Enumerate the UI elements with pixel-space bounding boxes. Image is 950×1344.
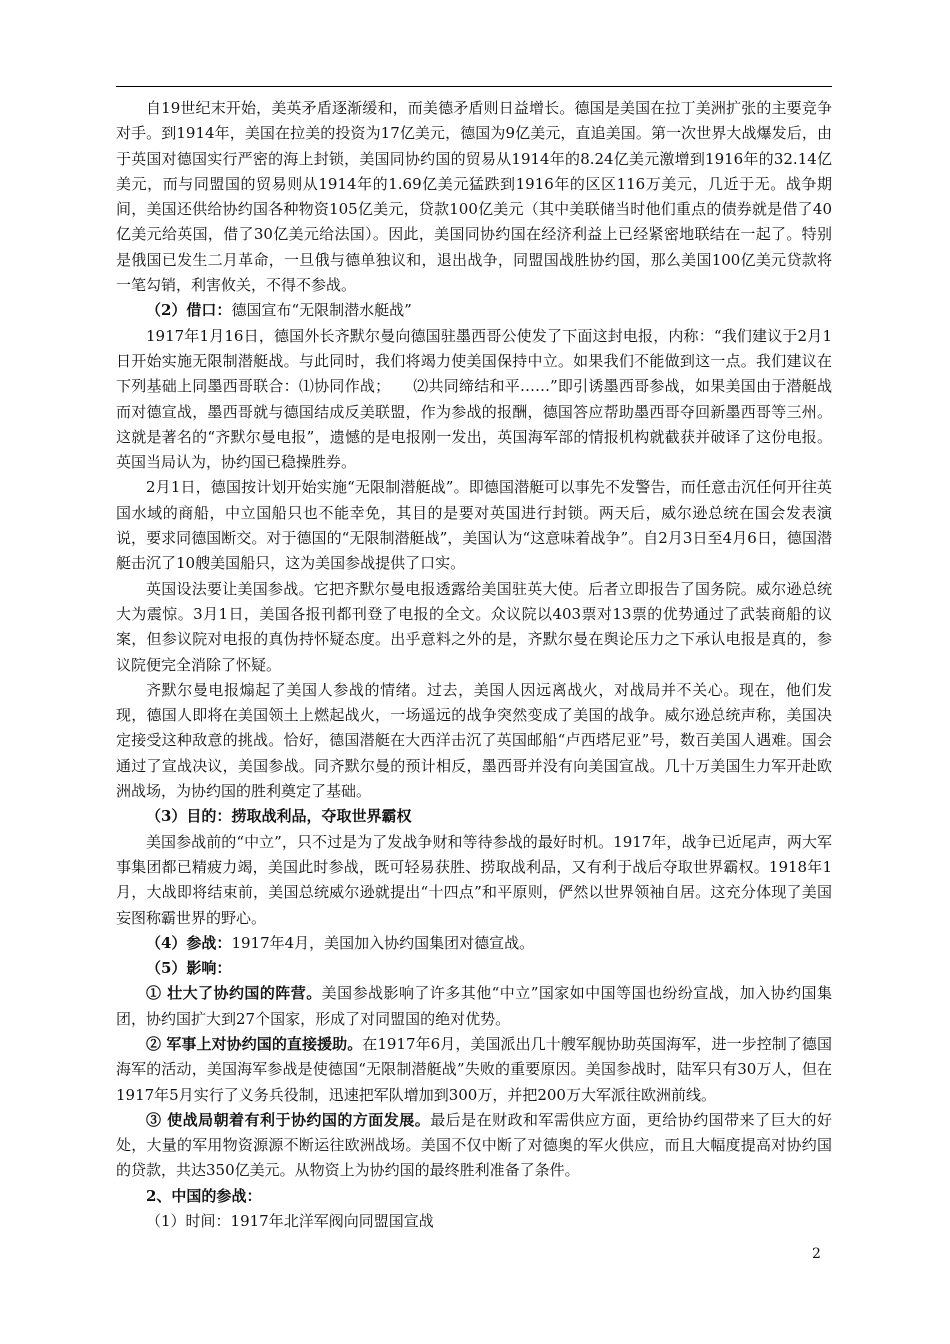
impact-item-3-title: ③ 使战局朝着有利于协约国的方面发展。 bbox=[146, 1110, 431, 1129]
impact-item-3-text: 最后是在财政和军需供应方面，更给协约国带来了巨大的好处，大量的军用物资源源不断运往欧洲战场。美国不仅中断了对德奥的军火供应，而且大幅度提高对协约国的贷款，共达350亿美元。从物资上为协约国的最终胜利准备了条件。 bbox=[116, 1110, 832, 1180]
impact-item-1-title: ① 壮大了协约国的阵营。 bbox=[146, 984, 322, 1003]
heading-entry-label: （4）参战： bbox=[146, 933, 232, 952]
heading-purpose-text: 捞取战利品，夺取世界霸权 bbox=[231, 807, 412, 826]
heading-pretext-label: （2）借口： bbox=[146, 301, 232, 320]
heading-purpose bbox=[116, 804, 832, 829]
impact-item-2 bbox=[116, 1032, 832, 1108]
china-item-time: （1）时间：1917年北洋军阀向同盟国宣战 bbox=[146, 1212, 434, 1231]
paragraph-war-sentiment: 齐默尔曼电报煽起了美国人参战的情绪。过去，美国人因远离战火，对战局并不关心。现在，他们发现，德国人即将在美国领土上燃起战火，一场遥远的战争突然变成了美国的战争。威尔逊总统声称，美国决定接受这种敌意的挑战。恰好，德国潜艇在大西洋击沉了英国邮船“卢西塔尼亚”号，数百美国人遇难。国会通过了宣战决议，美国参战。同齐默尔曼的预计相反，墨西哥并没有向美国宣战。几十万美国生力军开赴欧洲战场，为协约国的胜利奠定了基础。 bbox=[116, 680, 832, 801]
heading-entry bbox=[116, 931, 832, 956]
heading-impact bbox=[116, 956, 832, 981]
heading-purpose-label: （3）目的： bbox=[146, 807, 232, 826]
impact-item-1 bbox=[116, 981, 832, 1032]
paragraph-neutrality: 美国参战前的“中立”，只不过是为了发战争财和等待参战的最好时机。1917年，战争已近尾声，两大军事集团都已精疲力竭，美国此时参战，既可轻易获胜、捞取战利品，又有利于战后夺取世界霸权。1918年1月，大战即将结束前，美国总统威尔逊就提出“十四点”和平原则，俨然以世界领袖自居。这充分体现了美国妄图称霸世界的野心。 bbox=[116, 832, 832, 927]
paragraph-zimmermann-telegram: 1917年1月16日，德国外长齐默尔曼向德国驻墨西哥公使发了下面这封电报，内称：“我们建议于2月1日开始实施无限制潜艇战。与此同时，我们将竭力使美国保持中立。如果我们不能做到这一点。我们建议在下列基础上同墨西哥联合：⑴协同作战； ⑵共同缔结和平……”即引诱墨西哥参战，如果美国由于潜艇战而对德宣战，墨西哥就与德国结成反美联盟，作为参战的报酬，德国答应帮助墨西哥夺回新墨西哥等三州。这就是著名的“齐默尔曼电报”，遗憾的是电报刚一发出，英国海军部的情报机构就截获并破译了这份电报。英国当局认为，协约国已稳操胜券。 bbox=[116, 326, 832, 472]
heading-pretext-text: 德国宣布“无限制潜水艇战” bbox=[231, 301, 412, 320]
impact-item-3 bbox=[116, 1108, 832, 1184]
header-rule bbox=[116, 86, 832, 87]
document-body bbox=[116, 96, 832, 1234]
impact-item-1-text: 美国参战影响了许多其他“中立”国家如中国等国也纷纷宣战，加入协约国集团，协约国扩大到27个国家，形成了对同盟国的绝对优势。 bbox=[116, 984, 832, 1028]
paragraph-submarine-warfare: 2月1日，德国按计划开始实施“无限制潜艇战”。即德国潜艇可以事先不发警告，而任意击沉任何开往英国水域的商船，中立国船只也不能幸免，其目的是要对英国进行封锁。两天后，威尔逊总统在国会发表演说，要求同德国断交。对于德国的“无限制潜艇战”，美国认为“这意味着战争”。自2月3日至4月6日，德国潜艇击沉了10艘美国船只，这为美国参战提供了口实。 bbox=[116, 478, 832, 573]
heading-entry-text: 1917年4月，美国加入协约国集团对德宣战。 bbox=[231, 933, 535, 952]
section-heading-china: 2、中国的参战： bbox=[146, 1186, 262, 1205]
paragraph-britain-leak: 英国设法要让美国参战。它把齐默尔曼电报透露给美国驻英大使。后者立即报告了国务院。威尔逊总统大为震惊。3月1日，美国各报刊都刊登了电报的全文。众议院以403票对13票的优势通过了武装商船的议案，但参议院对电报的真伪持怀疑态度。出乎意料之外的是，齐默尔曼在舆论压力之下承认电报是真的，参议院便完全消除了怀疑。 bbox=[116, 579, 832, 674]
heading-pretext bbox=[116, 298, 832, 323]
heading-impact-label: （5）影响： bbox=[146, 959, 232, 978]
impact-item-2-title: ② 军事上对协约国的直接援助。 bbox=[146, 1034, 363, 1053]
paragraph-us-german-rivalry: 自19世纪末开始，美英矛盾逐渐缓和，而美德矛盾则日益增长。德国是美国在拉丁美洲扩张的主要竞争对手。到1914年，美国在拉美的投资为17亿美元，德国为9亿美元，直追美国。第一次世界大战爆发后，由于英国对德国实行严密的海上封锁，美国同协约国的贸易从1914年的8.24亿美元激增到1916年的32.14亿美元，而与同盟国的贸易则从1914年的1.69亿美元猛跌到1916年的区区116万美元，几近于无。战争期间，美国还供给协约国各种物资105亿美元，贷款100亿美元（其中美联储当时他们重点的债券就是借了40亿美元给英国，借了30亿美元给法国）。因此，美国同协约国在经济利益上已经紧密地联结在一起了。特别是俄国已发生二月革命，一旦俄与德单独议和，退出战争，同盟国战胜协约国，那么美国100亿美元贷款将一笔勾销，利害攸关，不得不参战。 bbox=[116, 99, 832, 295]
impact-item-2-text: 在1917年6月，美国派出几十艘军舰协助英国海军，进一步控制了德国海军的活动，美国海军参战是使德国“无限制潜艇战”失败的重要原因。美国参战时，陆军只有30万人，但在1917年5月实行了义务兵役制，迅速把军队增加到300万，并把200万大军派往欧洲前线。 bbox=[116, 1034, 832, 1104]
page-number: 2 bbox=[812, 1246, 821, 1262]
